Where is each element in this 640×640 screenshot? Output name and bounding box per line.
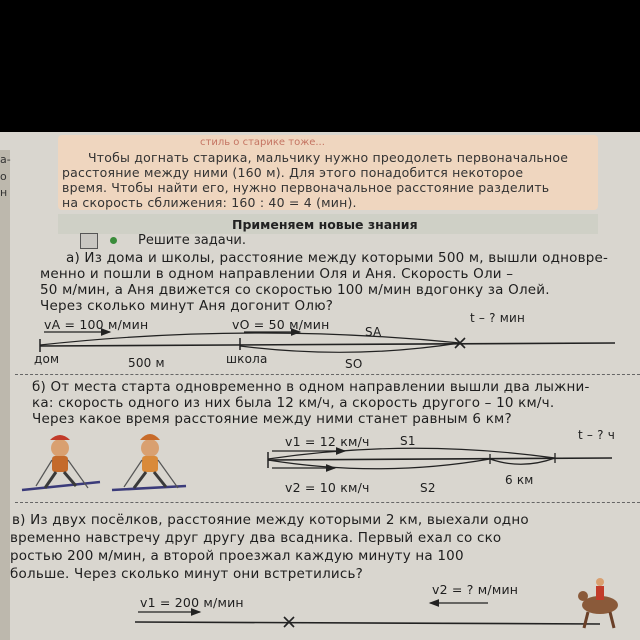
diagram-b-s1: S1 bbox=[400, 434, 416, 448]
diagram-b bbox=[268, 448, 612, 469]
problem-c-line: временно навстречу друг другу два всадника. Первый ехал со ско bbox=[10, 530, 502, 546]
problem-a-line: менно и пошли в одном направлении Оля и Аня. Скорость Оли – bbox=[40, 266, 514, 282]
skier-illustration bbox=[112, 434, 186, 490]
diagram-a-vo: vO = 50 м/мин bbox=[232, 317, 330, 332]
diagram-a-t: t – ? мин bbox=[470, 311, 526, 325]
rider-illustration bbox=[578, 578, 618, 628]
problem-b-line: ка: скорость одного из них была 12 км/ч, а скорость другого – 10 км/ч. bbox=[32, 395, 555, 411]
edge-letter: а- bbox=[0, 153, 11, 166]
diagram-b-v2: v2 = 10 км/ч bbox=[285, 480, 370, 495]
diagram-a bbox=[40, 332, 615, 352]
problem-a-line: а) Из дома и школы, расстояние между которыми 500 м, вышли одновре- bbox=[66, 250, 609, 266]
diagram-b-s2: S2 bbox=[420, 481, 436, 495]
problem-c-line: больше. Через сколько минут они встретились? bbox=[10, 566, 364, 582]
problem-b-line: Через какое время расстояние между ними станет равным 6 км? bbox=[32, 411, 512, 427]
rule-line: на скорость сближения: 160 : 40 = 4 (мин). bbox=[62, 195, 357, 210]
task-heading: Решите задачи. bbox=[138, 233, 246, 248]
diagram-b-gap: 6 км bbox=[505, 473, 534, 487]
problem-c-line: в) Из двух посёлков, расстояние между которыми 2 км, выехали одно bbox=[12, 512, 529, 528]
diagram-a-home: дом bbox=[34, 352, 60, 366]
problem-c-line: ростью 200 м/мин, а второй проезжал каждую минуту на 100 bbox=[10, 548, 464, 564]
diagram-b-v1: v1 = 12 км/ч bbox=[285, 434, 370, 449]
diagram-b-t: t – ? ч bbox=[578, 428, 616, 442]
skier-illustration bbox=[22, 435, 100, 490]
edge-letter: н bbox=[0, 186, 8, 199]
rule-line: Чтобы догнать старика, мальчику нужно преодолеть первоначальное bbox=[88, 150, 569, 165]
problem-a-line: 50 м/мин, а Аня движется со скоростью 100 м/мин вдогонку за Олей. bbox=[40, 282, 550, 298]
diagram-a-so: SO bbox=[345, 357, 363, 371]
rule-top-fragment: стиль о старике тоже... bbox=[200, 137, 325, 148]
edge-letter: о bbox=[0, 170, 7, 183]
diagram-c bbox=[135, 603, 600, 627]
diagram-a-va: vA = 100 м/мин bbox=[44, 317, 149, 332]
rule-line: расстояние между ними (160 м). Для этого понадобится некоторое bbox=[62, 165, 524, 180]
diagram-c-v1: v1 = 200 м/мин bbox=[140, 595, 244, 610]
diagram-a-sa: SA bbox=[365, 325, 382, 339]
diagram-a-dist: 500 м bbox=[128, 356, 165, 370]
diagram-c-v2: v2 = ? м/мин bbox=[432, 582, 519, 597]
section-title: Применяем новые знания bbox=[232, 217, 418, 232]
problem-a-line: Через сколько минут Аня догонит Олю? bbox=[40, 298, 334, 314]
diagram-a-school: школа bbox=[226, 352, 268, 366]
problem-b-line: б) От места старта одновременно в одном направлении вышли два лыжни- bbox=[32, 379, 590, 395]
rule-line: время. Чтобы найти его, нужно первоначальное расстояние разделить bbox=[62, 180, 550, 195]
